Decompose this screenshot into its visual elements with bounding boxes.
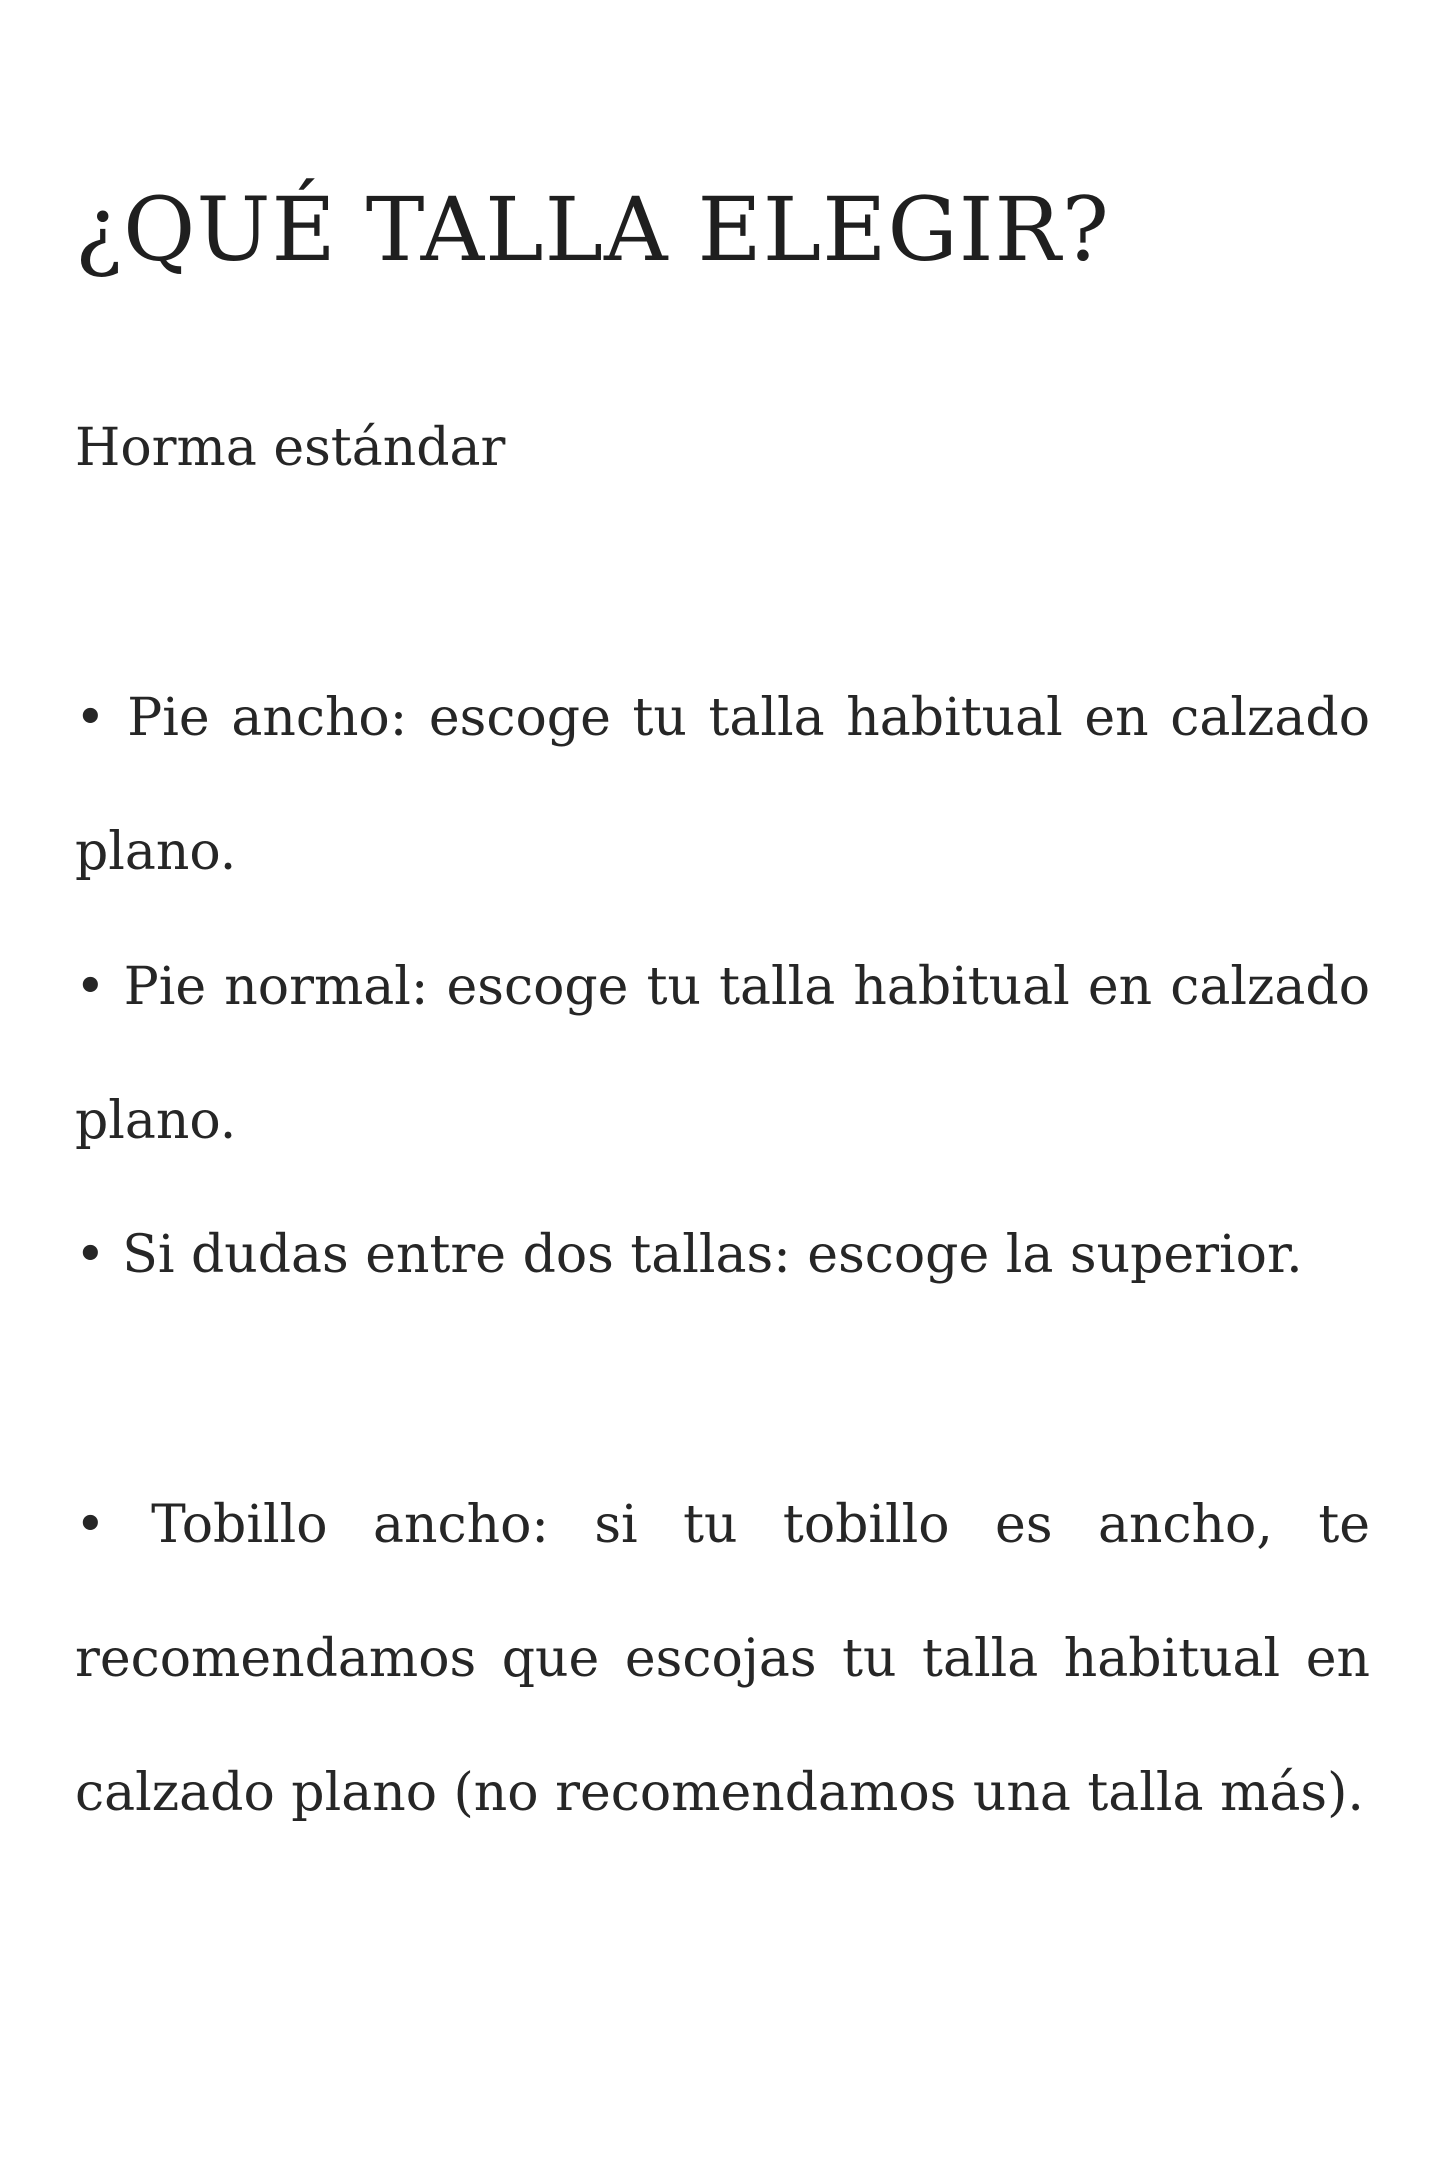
page-title: ¿QUÉ TALLA ELEGIR? bbox=[75, 178, 1110, 281]
tip-wide-ankle: • Tobillo ancho: si tu tobillo es ancho, te recomendamos que escojas tu talla habitual en calzado plano (no recomendamos una talla más). bbox=[75, 1495, 1370, 1823]
tip-between-sizes: • Si dudas entre dos tallas: escoge la superior. bbox=[75, 1225, 1303, 1285]
section-subtitle: Horma estándar bbox=[75, 418, 506, 478]
tip-wide-foot: • Pie ancho: escoge tu talla habitual en calzado plano. bbox=[75, 688, 1370, 882]
tip-normal-foot: • Pie normal: escoge tu talla habitual en calzado plano. bbox=[75, 957, 1370, 1151]
